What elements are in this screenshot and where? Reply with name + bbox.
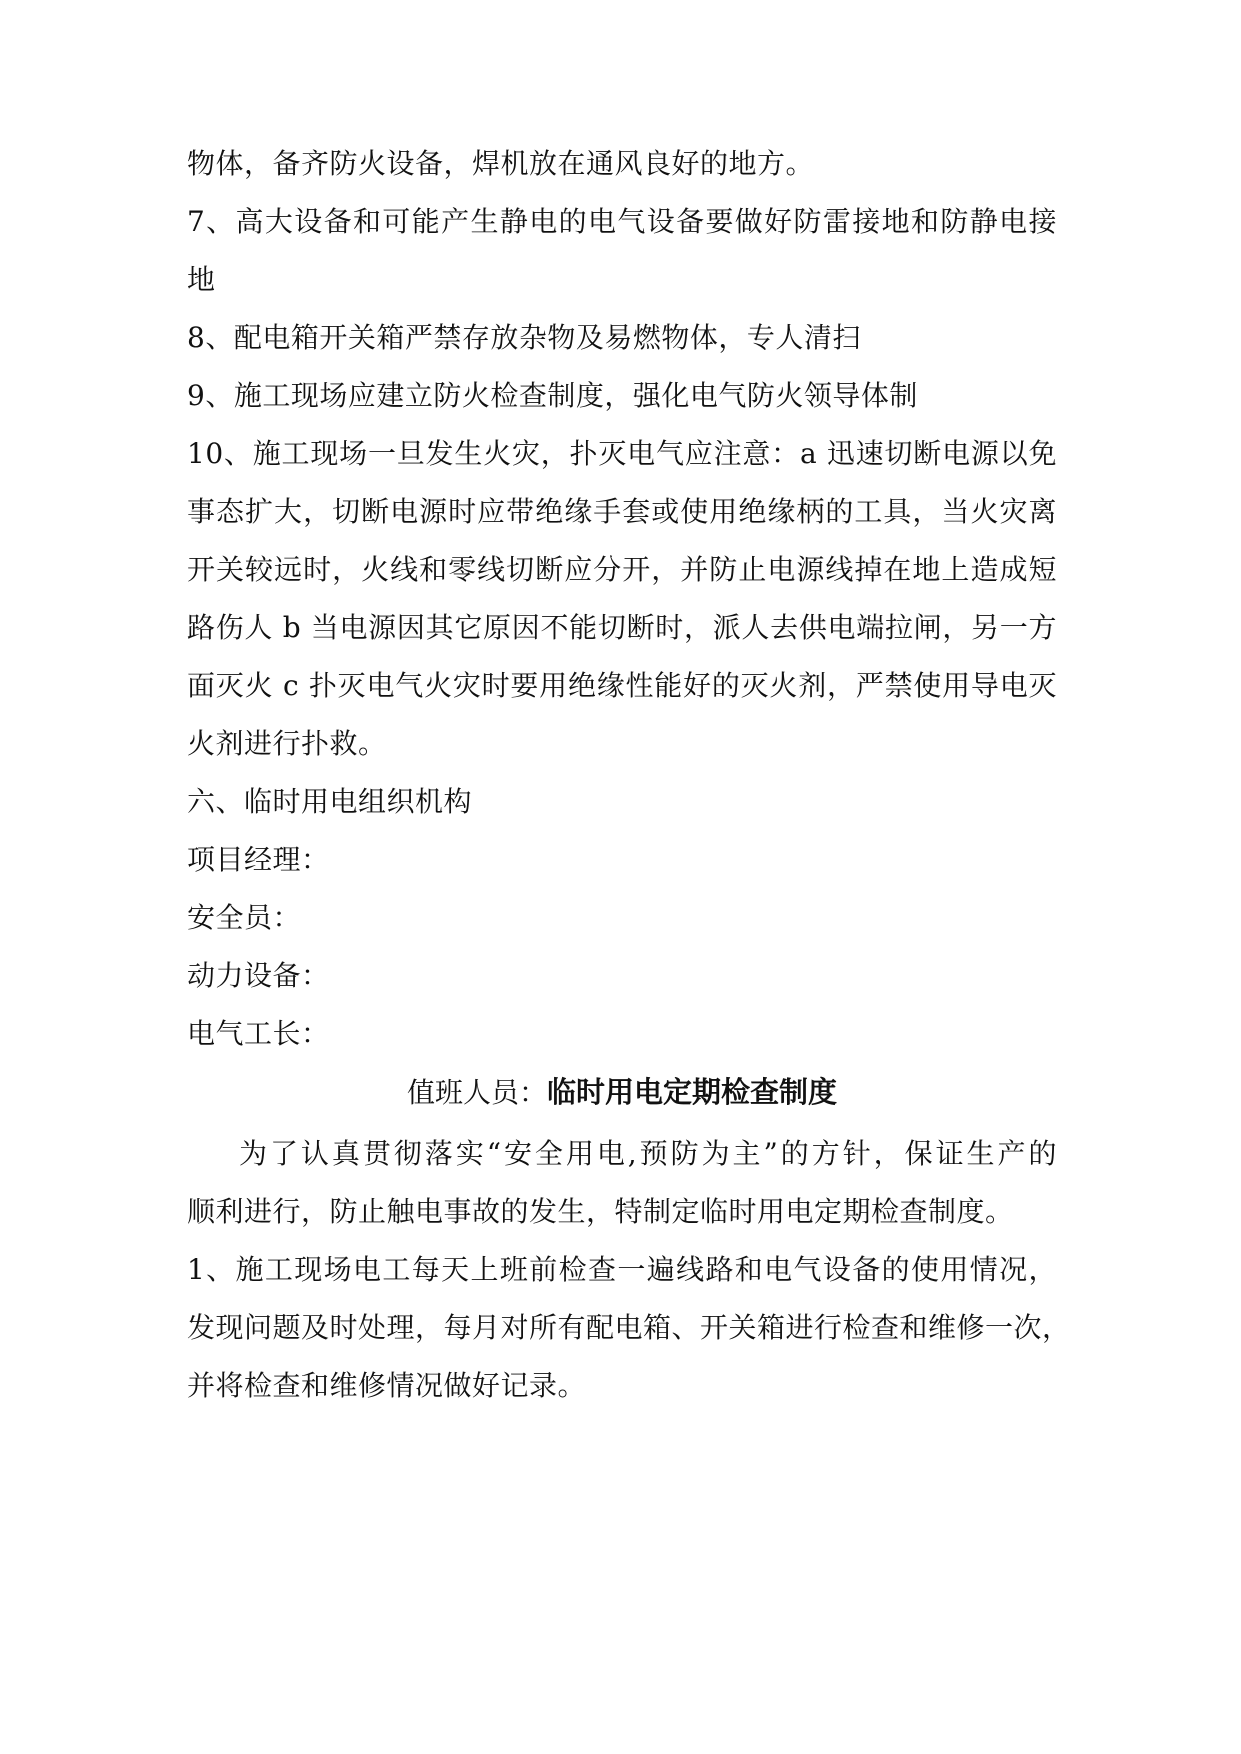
paragraph-line: 并将检查和维修情况做好记录。 [187, 1369, 587, 1402]
text-line: 面灭火 c 扑灭电气火灾时要用绝缘性能好的灭火剂，严禁使用导电灭 [187, 669, 1057, 702]
text-line: 7、高大设备和可能产生静电的电气设备要做好防雷接地和防静电接 [187, 205, 1057, 238]
heading-prefix: 值班人员： [406, 1076, 547, 1109]
section-heading: 六、临时用电组织机构 [187, 785, 473, 818]
text-line: 9、施工现场应建立防火检查制度，强化电气防火领导体制 [187, 379, 918, 412]
text-line: 开关较远时，火线和零线切断应分开，并防止电源线掉在地上造成短 [187, 553, 1057, 586]
paragraph-line: 1、施工现场电工每天上班前检查一遍线路和电气设备的使用情况， [187, 1253, 1057, 1286]
text-line: 8、配电箱开关箱严禁存放杂物及易燃物体，专人清扫 [187, 321, 861, 354]
text-line: 地 [187, 263, 216, 296]
text-line: 事态扩大，切断电源时应带绝缘手套或使用绝缘柄的工具，当火灾离 [187, 495, 1057, 528]
paragraph-line: 发现问题及时处理，每月对所有配电箱、开关箱进行检查和维修一次， [187, 1311, 1071, 1344]
text-line: 物体，备齐防火设备，焊机放在通风良好的地方。 [187, 147, 815, 180]
text-line: 电气工长： [187, 1017, 330, 1050]
text-line: 路伤人 b 当电源因其它原因不能切断时，派人去供电端拉闸，另一方 [187, 611, 1057, 644]
paragraph-line: 为了认真贯彻落实“安全用电,预防为主”的方针，保证生产的 [239, 1137, 1057, 1170]
text-line: 10、施工现场一旦发生火灾，扑灭电气应注意：a 迅速切断电源以免 [187, 437, 1057, 470]
text-line: 项目经理： [187, 843, 330, 876]
text-line: 动力设备： [187, 959, 330, 992]
document-title: 临时用电定期检查制度 [547, 1075, 838, 1109]
paragraph-line: 顺利进行，防止触电事故的发生，特制定临时用电定期检查制度。 [187, 1195, 1014, 1228]
text-line: 安全员： [187, 901, 302, 934]
text-line: 火剂进行扑救。 [187, 727, 387, 760]
title-line [187, 1072, 1057, 1113]
